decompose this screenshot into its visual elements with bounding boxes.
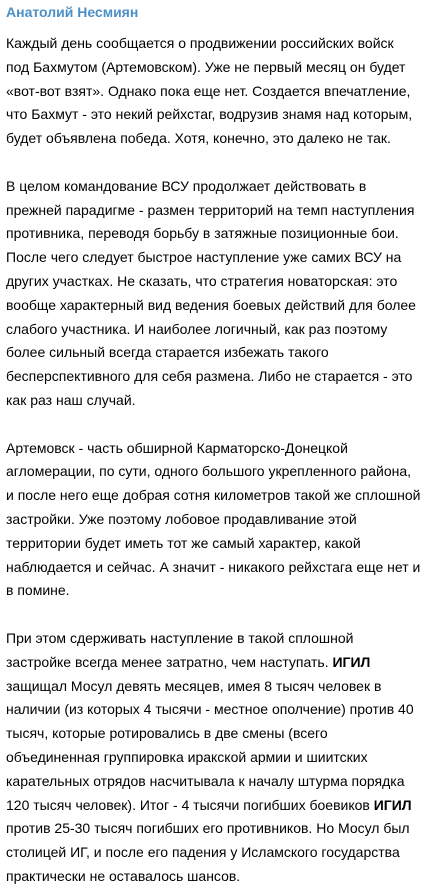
text-segment: застройке всегда менее затратно, чем наступать.: [6, 653, 333, 670]
text-segment: наличии (из которых 4 тысячи - местное ополчение) против 40: [6, 701, 414, 718]
text-line: [6, 127, 422, 151]
text-line: [6, 675, 422, 699]
text-line: [6, 222, 422, 246]
text-segment: практически не оставалось шансов.: [6, 867, 241, 884]
text-segment: Каждый день сообщается о продвижении российских войск: [6, 35, 394, 51]
text-line: [6, 865, 422, 889]
post-paragraph: [6, 32, 422, 151]
text-segment: вообще характерный вид ведения боевых действий для более: [6, 296, 416, 313]
text-line: [6, 365, 422, 389]
post-body: [6, 32, 422, 889]
text-line: [6, 794, 422, 818]
post-paragraph: [6, 437, 422, 604]
text-line: [6, 32, 422, 56]
text-line: [6, 627, 422, 651]
text-segment: защищал Мосул девять месяцев, имея 8 тысяч человек в: [6, 677, 382, 694]
text-line: [6, 341, 422, 365]
text-segment: противника, переводя борьбу в затяжные позиционные бои.: [6, 225, 399, 242]
text-line: [6, 103, 422, 127]
text-segment: будет объявлена победа. Хотя, конечно, это далеко не так.: [6, 130, 391, 147]
text-line: [6, 841, 422, 865]
text-line: [6, 199, 422, 223]
text-line: [6, 270, 422, 294]
text-line: [6, 532, 422, 556]
text-segment: что Бахмут - это некий рейхстаг, водрузив знамя над которым,: [6, 106, 413, 123]
text-line: [6, 651, 422, 675]
text-segment: более сильный всегда старается избежать такого: [6, 344, 329, 361]
text-segment: В целом командование ВСУ продолжает действовать в: [6, 177, 367, 194]
text-segment: прежней парадигме - размен территорий на темп наступления: [6, 201, 415, 218]
text-segment: как раз наш случай.: [6, 391, 136, 408]
text-segment: 120 тысяч человек). Итог - 4 тысячи погибших боевиков: [6, 796, 374, 813]
text-line: [6, 722, 422, 746]
author-name[interactable]: Анатолий Несмиян: [6, 4, 139, 20]
text-segment: Артемовск - часть обширной Карматорско-Донецкой: [6, 439, 348, 456]
text-line: [6, 698, 422, 722]
text-line: [6, 389, 422, 413]
text-segment: тысяч, которые ротировались в две смены (всего: [6, 725, 328, 742]
post-paragraph: [6, 627, 422, 889]
bold-text: ИГИЛ: [373, 796, 412, 813]
text-line: [6, 817, 422, 841]
text-line: [6, 508, 422, 532]
text-line: [6, 246, 422, 270]
text-segment: столицей ИГ, и после его падения у Исламского государства: [6, 844, 400, 861]
text-segment: слабого участника. И наиболее логичный, как раз поэтому: [6, 320, 388, 337]
text-line: [6, 460, 422, 484]
text-segment: и после него еще добрая сотня километров такой же сплошной: [6, 487, 421, 504]
text-line: [6, 437, 422, 461]
text-segment: объединенная группировка иракской армии и шиитских: [6, 748, 368, 765]
text-line: [6, 56, 422, 80]
bold-text: ИГИЛ: [332, 653, 371, 670]
text-line: [6, 556, 422, 580]
text-segment: карательных отрядов насчитывала к началу штурма порядка: [6, 772, 405, 789]
text-segment: под Бахмутом (Артемовском). Уже не первый месяц он будет: [6, 58, 406, 75]
text-line: [6, 175, 422, 199]
text-line: [6, 318, 422, 342]
text-line: [6, 579, 422, 603]
text-segment: в помине.: [6, 582, 70, 599]
text-segment: «вот-вот взят». Однако пока еще нет. Создается впечатление,: [6, 82, 411, 99]
text-segment: агломерации, по сути, одного большого укрепленного района,: [6, 463, 412, 480]
text-line: [6, 746, 422, 770]
text-segment: При этом сдерживать наступление в такой сплошной: [6, 629, 354, 646]
post-paragraph: [6, 175, 422, 413]
text-segment: застройки. Уже поэтому лобовое продавливание этой: [6, 510, 357, 527]
text-line: [6, 294, 422, 318]
text-line: [6, 770, 422, 794]
text-segment: бесперспективного для себя размена. Либо не старается - это: [6, 368, 413, 385]
text-line: [6, 484, 422, 508]
text-segment: других участках. Не сказать, что стратегия новаторская: это: [6, 272, 398, 289]
text-segment: против 25-30 тысяч погибших его противников. Но Мосул был: [6, 820, 410, 837]
text-segment: После чего следует быстрое наступление уже самих ВСУ на: [6, 249, 402, 266]
text-segment: территории будет иметь тот же самый характер, какой: [6, 534, 361, 551]
text-line: [6, 80, 422, 104]
text-segment: наблюдается и сейчас. А значит - никакого рейхстага еще нет и: [6, 558, 421, 575]
